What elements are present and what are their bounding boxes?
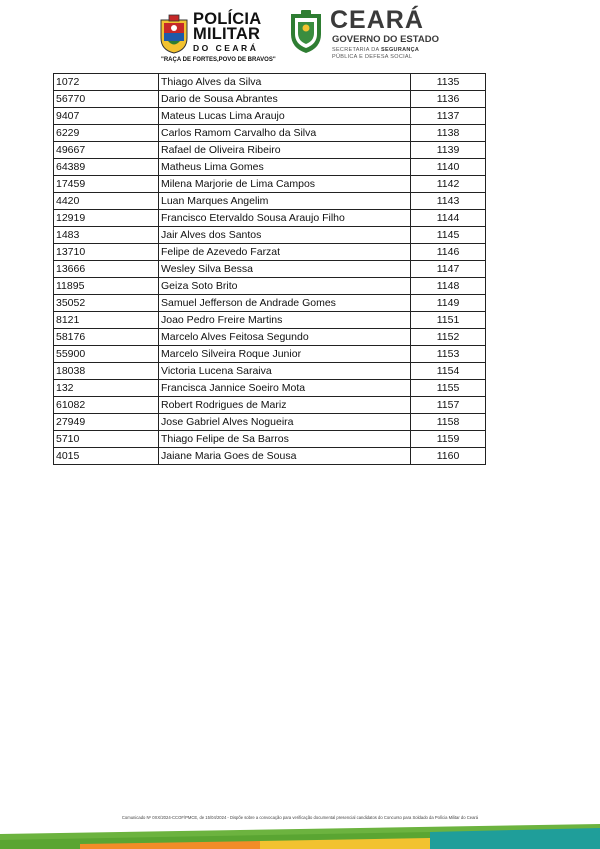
candidates-table [53, 73, 486, 465]
candidate-name-cell: Matheus Lima Gomes [159, 159, 411, 176]
candidate-id-cell: 4015 [54, 448, 159, 465]
candidate-order-cell: 1151 [411, 312, 486, 329]
candidate-order-cell: 1139 [411, 142, 486, 159]
candidate-order-cell: 1142 [411, 176, 486, 193]
table-row [54, 159, 486, 176]
candidate-name-cell: Francisca Jannice Soeiro Mota [159, 380, 411, 397]
candidate-order-cell: 1144 [411, 210, 486, 227]
candidate-name-cell: Rafael de Oliveira Ribeiro [159, 142, 411, 159]
candidate-order-cell: 1155 [411, 380, 486, 397]
candidate-order-cell: 1154 [411, 363, 486, 380]
candidate-name-cell: Felipe de Azevedo Farzat [159, 244, 411, 261]
table-row [54, 74, 486, 91]
secretariat-bold: SEGURANÇA [381, 47, 420, 53]
table-row [54, 210, 486, 227]
policia-militar-logo [160, 10, 276, 68]
candidate-order-cell: 1149 [411, 295, 486, 312]
table-row [54, 329, 486, 346]
candidate-id-cell: 13710 [54, 244, 159, 261]
candidate-order-cell: 1137 [411, 108, 486, 125]
candidate-order-cell: 1147 [411, 261, 486, 278]
candidate-id-cell: 12919 [54, 210, 159, 227]
table-row [54, 397, 486, 414]
table-row [54, 108, 486, 125]
ceara-government-label: GOVERNO DO ESTADO [332, 34, 439, 45]
candidate-id-cell: 49667 [54, 142, 159, 159]
table-row [54, 227, 486, 244]
candidate-id-cell: 1483 [54, 227, 159, 244]
candidate-name-cell: Geiza Soto Brito [159, 278, 411, 295]
candidate-name-cell: Jaiane Maria Goes de Sousa [159, 448, 411, 465]
candidate-order-cell: 1140 [411, 159, 486, 176]
candidate-name-cell: Dario de Sousa Abrantes [159, 91, 411, 108]
table-row [54, 193, 486, 210]
table-row [54, 448, 486, 465]
table-row [54, 142, 486, 159]
ceara-government-logo [288, 6, 448, 66]
secretariat-prefix: SECRETARIA DA [332, 47, 382, 53]
table-row [54, 176, 486, 193]
candidate-order-cell: 1146 [411, 244, 486, 261]
candidate-order-cell: 1138 [411, 125, 486, 142]
table-row [54, 295, 486, 312]
footer-note: Comunicado Nº 0XX/2024-CCOF/PMCE, de 15/04/2024 - Dispõe sobre a convocação para verificação documental presencial candidatos do Concurso para Soldado da Polícia Militar do Ceará [121, 815, 479, 820]
table-row [54, 312, 486, 329]
table-row [54, 414, 486, 431]
candidate-id-cell: 61082 [54, 397, 159, 414]
ceara-name: CEARÁ [330, 6, 424, 34]
candidate-name-cell: Thiago Alves da Silva [159, 74, 411, 91]
candidate-name-cell: Jose Gabriel Alves Nogueira [159, 414, 411, 431]
candidate-name-cell: Victoria Lucena Saraiva [159, 363, 411, 380]
candidate-order-cell: 1135 [411, 74, 486, 91]
candidate-id-cell: 55900 [54, 346, 159, 363]
table-row [54, 125, 486, 142]
candidate-name-cell: Joao Pedro Freire Martins [159, 312, 411, 329]
pm-shield-icon [160, 14, 188, 54]
candidate-id-cell: 35052 [54, 295, 159, 312]
pm-motto: "RAÇA DE FORTES,POVO DE BRAVOS" [161, 57, 276, 63]
candidate-name-cell: Luan Marques Angelim [159, 193, 411, 210]
table-row [54, 431, 486, 448]
candidate-id-cell: 56770 [54, 91, 159, 108]
candidate-id-cell: 13666 [54, 261, 159, 278]
pm-title-line2: MILITAR [193, 25, 261, 43]
candidate-name-cell: Carlos Ramom Carvalho da Silva [159, 125, 411, 142]
candidate-id-cell: 58176 [54, 329, 159, 346]
candidate-order-cell: 1145 [411, 227, 486, 244]
candidate-name-cell: Jair Alves dos Santos [159, 227, 411, 244]
candidate-id-cell: 8121 [54, 312, 159, 329]
candidate-order-cell: 1153 [411, 346, 486, 363]
candidate-order-cell: 1158 [411, 414, 486, 431]
candidate-name-cell: Samuel Jefferson de Andrade Gomes [159, 295, 411, 312]
candidate-order-cell: 1152 [411, 329, 486, 346]
candidate-id-cell: 4420 [54, 193, 159, 210]
candidate-order-cell: 1136 [411, 91, 486, 108]
candidate-id-cell: 5710 [54, 431, 159, 448]
pm-title-line1: POLÍCIA [193, 10, 262, 28]
candidate-order-cell: 1159 [411, 431, 486, 448]
table-row [54, 380, 486, 397]
candidate-name-cell: Mateus Lucas Lima Araujo [159, 108, 411, 125]
candidates-table-body [54, 74, 486, 465]
candidate-id-cell: 132 [54, 380, 159, 397]
secretariat-line2: PÚBLICA E DEFESA SOCIAL [332, 54, 413, 60]
candidate-order-cell: 1160 [411, 448, 486, 465]
candidate-name-cell: Thiago Felipe de Sa Barros [159, 431, 411, 448]
candidate-id-cell: 18038 [54, 363, 159, 380]
candidate-name-cell: Wesley Silva Bessa [159, 261, 411, 278]
candidate-id-cell: 27949 [54, 414, 159, 431]
table-row [54, 244, 486, 261]
table-row [54, 346, 486, 363]
candidate-id-cell: 9407 [54, 108, 159, 125]
candidate-name-cell: Marcelo Silveira Roque Junior [159, 346, 411, 363]
candidate-id-cell: 1072 [54, 74, 159, 91]
pm-title [193, 12, 261, 42]
candidate-name-cell: Robert Rodrigues de Mariz [159, 397, 411, 414]
table-row [54, 91, 486, 108]
ceara-secretariat-label [332, 47, 419, 61]
secretariat-line1 [332, 47, 419, 54]
candidate-order-cell: 1157 [411, 397, 486, 414]
pm-subtitle: DO CEARÁ [193, 43, 259, 53]
candidate-id-cell: 64389 [54, 159, 159, 176]
table-row [54, 278, 486, 295]
ceara-emblem-icon [288, 10, 324, 54]
table-row [54, 363, 486, 380]
candidate-name-cell: Marcelo Alves Feitosa Segundo [159, 329, 411, 346]
page-header [0, 8, 600, 66]
candidate-order-cell: 1148 [411, 278, 486, 295]
candidate-id-cell: 6229 [54, 125, 159, 142]
table-row [54, 261, 486, 278]
footer-decorative-bar [0, 822, 600, 849]
candidate-name-cell: Milena Marjorie de Lima Campos [159, 176, 411, 193]
candidate-name-cell: Francisco Etervaldo Sousa Araujo Filho [159, 210, 411, 227]
candidate-order-cell: 1143 [411, 193, 486, 210]
candidate-id-cell: 17459 [54, 176, 159, 193]
candidate-id-cell: 11895 [54, 278, 159, 295]
